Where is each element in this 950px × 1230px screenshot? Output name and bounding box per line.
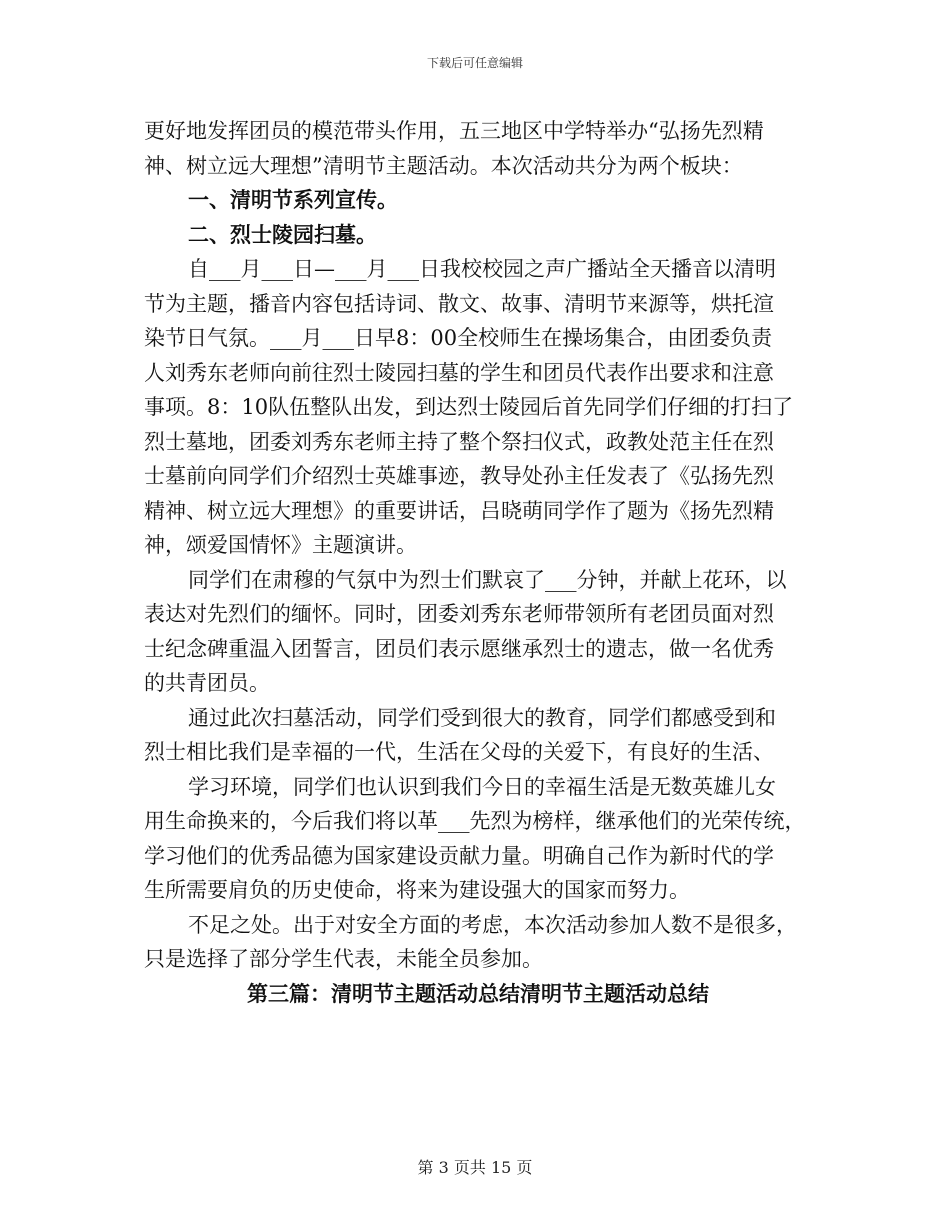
text-line: 染节日气氛。___月___日早8：00全校师生在操场集合，由团委负责 (144, 326, 773, 350)
text-line: 通过此次扫墓活动，同学们受到很大的教育，同学们都感受到和 (188, 705, 776, 730)
section-heading-1: 一、清明节系列宣传。 (188, 188, 398, 212)
text-line: 烈士墓地，团委刘秀东老师主持了整个祭扫仪式，政教处范主任在烈 (144, 429, 774, 454)
text-line: 精神、树立远大理想》的重要讲话，吕晓萌同学作了题为《扬先烈精 (144, 498, 774, 523)
section-heading-2: 二、烈士陵园扫墓。 (188, 222, 377, 247)
text-line: 士纪念碑重温入团誓言，团员们表示愿继承烈士的遗志，做一名优秀 (144, 636, 774, 661)
text-line: 事项。8：10队伍整队出发，到达烈士陵园后首先同学们仔细的打扫了 (144, 395, 794, 419)
text-line: 更好地发挥团员的模范带头作用，五三地区中学特举办“弘扬先烈精 (144, 119, 764, 143)
text-line: 用生命换来的，今后我们将以革___先烈为榜样，继承他们的光荣传统， (144, 809, 806, 833)
text-line: 表达对先烈们的缅怀。同时，团委刘秀东老师带领所有老团员面对烈 (144, 602, 774, 626)
page-number: 第 3 页共 15 页 (417, 1158, 533, 1177)
document-body (144, 114, 812, 1011)
text-line: 神、树立远大理想”清明节主题活动。本次活动共分为两个板块： (144, 153, 743, 178)
text-line: 士墓前向同学们介绍烈士英雄事迹，教导处孙主任发表了《弘扬先烈 (144, 464, 774, 488)
text-line: 只是选择了部分学生代表，未能全员参加。 (144, 947, 543, 971)
page-header: 下载后可任意编辑 (426, 56, 523, 70)
text-line: 烈士相比我们是幸福的一代，生活在父母的关爱下，有良好的生活、 (144, 740, 774, 764)
text-line: 学习他们的优秀品德为国家建设贡献力量。明确自己作为新时代的学 (144, 843, 774, 868)
text-line: 神，颂爱国情怀》主题演讲。 (144, 533, 417, 557)
text-line: 的共青团员。 (144, 671, 270, 695)
text-line: 人刘秀东老师向前往烈士陵园扫墓的学生和团员代表作出要求和注意 (144, 360, 774, 385)
text-line: 自___月___日—___月___日我校校园之声广播站全天播音以清明 (188, 257, 776, 281)
chapter-heading: 第三篇：清明节主题活动总结清明节主题活动总结 (247, 981, 709, 1006)
text-line: 生所需要肩负的历史使命，将来为建设强大的国家而努力。 (144, 878, 690, 902)
text-line: 学习环境，同学们也认识到我们今日的幸福生活是无数英雄儿女 (188, 774, 776, 799)
text-line: 不足之处。出于对安全方面的考虑，本次活动参加人数不是很多， (188, 912, 797, 937)
text-line: 节为主题，播音内容包括诗词、散文、故事、清明节来源等，烘托渲 (144, 291, 774, 316)
text-line: 同学们在肃穆的气氛中为烈士们默哀了___分钟，并献上花环，以 (188, 567, 787, 592)
